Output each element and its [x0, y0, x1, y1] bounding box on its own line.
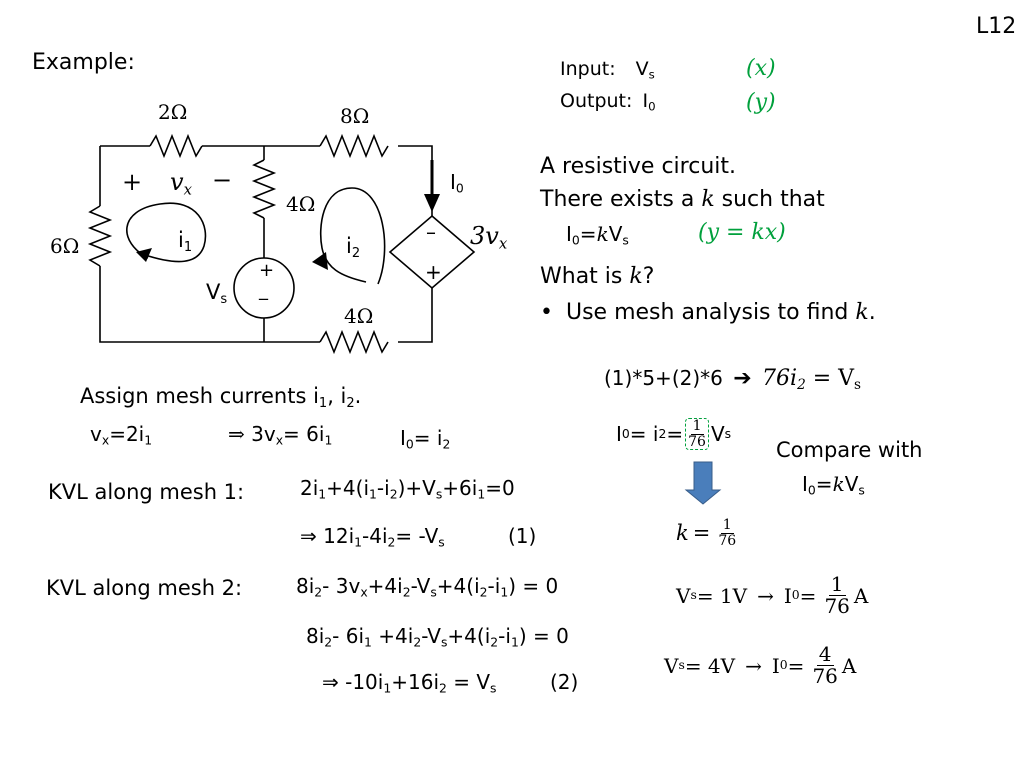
ex2-arrow: →	[745, 653, 762, 678]
ex1-den: 76	[824, 594, 850, 618]
desc-line3-math: (y = kx)	[698, 220, 786, 245]
bullet-post: .	[868, 300, 876, 325]
ex2-lhs: V	[664, 653, 679, 678]
kvl2-eq2-t12: ) = 0	[518, 624, 569, 648]
question-line	[540, 266, 654, 288]
i0-circuit-sub: 0	[455, 180, 464, 196]
i0-result-fraction	[685, 418, 709, 450]
mesh1-sub: 1	[183, 239, 193, 255]
label-4ohm-bottom: 4Ω	[344, 304, 374, 328]
kvl1-res-t2: -4i	[362, 524, 388, 548]
imp-mid: = 6i	[283, 422, 325, 446]
ex2-i: I	[771, 653, 780, 678]
kvl2-res-s3: 2	[439, 680, 447, 696]
vx-eq-v: v	[90, 422, 102, 446]
kvl2-label: KVL along mesh 2:	[46, 576, 243, 600]
compare-k: k	[832, 472, 845, 496]
compare-eq: =	[815, 472, 833, 496]
desc-line2-k: k	[701, 187, 715, 212]
kvl2-eq2-t0: 8i	[306, 624, 325, 648]
kvl2-eq2-s11: 1	[510, 634, 519, 650]
example2	[664, 644, 856, 687]
i0-result-line	[616, 418, 731, 450]
ex2-i-sub: 0	[779, 657, 788, 673]
assign-line	[80, 386, 361, 410]
desc-line3-eq: =	[579, 222, 597, 246]
kvl2-eq-t10: -i	[487, 574, 501, 598]
vx-eq-rest: =2i	[109, 422, 145, 446]
ex2-unit: A	[841, 653, 857, 678]
kvl2-eq2-t8: +4(i	[447, 624, 491, 648]
kvl2-eq-t6: -V	[410, 574, 431, 598]
compare-line2	[802, 474, 865, 497]
kvl2-eq2	[306, 626, 569, 649]
i0-circuit-label	[450, 172, 464, 195]
combo-eq: = V	[805, 366, 855, 391]
kvl1-result	[300, 526, 445, 549]
i0-eq-sub: 0	[405, 436, 414, 452]
ex1-lhs-sub: s	[690, 587, 697, 603]
ex2-lhs-sub: s	[678, 657, 685, 673]
kvl2-res-t4: = V	[446, 670, 491, 694]
combo-arrow: ➔	[733, 366, 752, 391]
i0-frac-den: 76	[688, 433, 706, 450]
mesh2-sub: 2	[351, 245, 361, 261]
label-8ohm: 8Ω	[340, 104, 370, 128]
kvl1-res-t0: ⇒ 12i	[300, 524, 355, 548]
resistor-4ohm-bottom	[320, 332, 388, 352]
ex2-fraction	[810, 644, 839, 687]
kvl2-eq2-s7: s	[440, 634, 448, 650]
implies-line	[228, 424, 332, 447]
mesh2-i: i	[346, 234, 352, 258]
kvl1-eq-t8: +6i	[442, 476, 478, 500]
desc-line2-pre: There exists a	[540, 187, 702, 212]
down-arrow	[686, 462, 720, 504]
bullet-dot: •	[540, 300, 553, 325]
imp-pre: 3v	[244, 422, 276, 446]
k-value-lhs: k	[676, 520, 689, 545]
kvl1-eq-t0: 2i	[300, 476, 319, 500]
example1	[676, 574, 868, 617]
desc-line3-isub: 0	[571, 232, 580, 248]
output-var: I	[642, 90, 649, 112]
resistor-8ohm	[320, 136, 388, 156]
dep-label	[470, 224, 507, 251]
input-label: Input:	[560, 58, 616, 80]
combo-result-sub: 2	[797, 377, 806, 394]
vx-label	[170, 170, 192, 197]
label-4ohm-mid: 4Ω	[286, 192, 316, 216]
dep-var: 3v	[470, 222, 499, 250]
kvl1-eq-t2: +4(i	[326, 476, 370, 500]
kvl2-eq-t12: ) = 0	[508, 574, 559, 598]
imp-sub1: x	[275, 432, 284, 448]
kvl2-eq-s11: 1	[500, 584, 509, 600]
kvl1-eq-t6: )+V	[397, 476, 436, 500]
dep-plus: +	[425, 260, 442, 284]
vs-var: V	[206, 280, 221, 304]
ex1-lhs: V	[676, 583, 691, 608]
kvl1-res-s5: s	[438, 534, 445, 550]
dep-sub: x	[498, 234, 508, 253]
input-var: V	[635, 58, 649, 80]
kvl1-res-s3: 2	[387, 534, 396, 550]
kvl2-eq-t0: 8i	[296, 574, 315, 598]
ex1-fraction	[822, 574, 851, 617]
i0-result-v: V	[710, 422, 725, 447]
resistor-6ohm	[90, 206, 110, 266]
k-value	[676, 518, 740, 548]
i0-result-vsub: s	[724, 425, 732, 441]
wire-bottom-right	[398, 288, 432, 342]
kvl2-eq2-t4: +4i	[371, 624, 414, 648]
kvl1-eq-t10: =0	[485, 476, 515, 500]
k-value-fraction	[716, 518, 738, 548]
output-label: Output:	[560, 90, 633, 112]
assign-sub2: 2	[346, 395, 355, 411]
kvl2-res-s5: s	[490, 680, 497, 696]
dep-minus: –	[426, 220, 436, 244]
kvl1-eq	[300, 478, 515, 501]
ex1-i: I	[783, 583, 792, 608]
resistor-2ohm	[150, 136, 202, 156]
kvl2-eq-s3: x	[360, 584, 368, 600]
kvl1-eq-s3: 1	[369, 486, 377, 502]
vs-sub: s	[220, 291, 228, 307]
desc-line3-v: V	[608, 222, 623, 246]
compare-vsub: s	[858, 482, 865, 498]
combo-result-var: 76i	[762, 366, 798, 391]
i0-eq-mid: = i	[413, 426, 443, 450]
combo-eq-sub: s	[854, 377, 862, 394]
ex1-val: = 1V	[696, 583, 748, 608]
k-frac-num: 1	[722, 517, 732, 533]
kvl2-eq2-s5: 2	[413, 634, 422, 650]
assign-pre: Assign mesh currents i	[80, 384, 319, 408]
desc-line3	[566, 224, 629, 247]
ex2-eq: =	[787, 653, 805, 678]
kvl2-res-t2: +16i	[391, 670, 439, 694]
desc-line3-i: I	[566, 222, 572, 246]
bullet-line	[540, 302, 876, 324]
desc-line3-k: k	[596, 222, 609, 246]
i0-result-sub2: 2	[658, 425, 667, 441]
i0-eq-sub2: 2	[442, 436, 451, 452]
label-6ohm: 6Ω	[50, 234, 80, 258]
implies-sym: ⇒	[228, 422, 245, 446]
mesh1-label	[178, 230, 192, 254]
kvl2-eq2-s3: 1	[364, 634, 372, 650]
kvl2-eq2-t10: -i	[498, 624, 511, 648]
question-k: k	[629, 264, 643, 289]
kvl1-eq-s1: 1	[318, 486, 327, 502]
kvl2-eq2-t6: -V	[421, 624, 441, 648]
resistor-4ohm-mid	[254, 160, 274, 218]
input-math: (x)	[746, 56, 776, 81]
wire-top-right	[398, 146, 432, 216]
vx-var: v	[170, 168, 184, 196]
compare-v: V	[844, 472, 859, 496]
k-frac-den: 76	[718, 532, 737, 549]
label-2ohm: 2Ω	[158, 100, 188, 124]
kvl2-eq-s5: 2	[402, 584, 411, 600]
kvl1-eq-t4: -i	[376, 476, 390, 500]
question-pre: What is	[540, 264, 630, 289]
vx-eq-line	[90, 424, 152, 447]
bullet-k: k	[855, 300, 869, 325]
mesh2-arrowhead	[312, 252, 328, 270]
ex2-num: 4	[818, 642, 832, 666]
vs-label	[206, 282, 227, 306]
mesh1-arrowhead	[136, 248, 152, 262]
i0-result-i: I	[616, 422, 622, 447]
ex1-unit: A	[853, 583, 869, 608]
slide-number: L12	[976, 14, 1017, 39]
ex1-eq: =	[799, 583, 817, 608]
kvl1-eq-s7: s	[435, 486, 443, 502]
output-var-sub: 0	[648, 99, 656, 114]
desc-line3-vsub: s	[622, 232, 629, 248]
kvl2-eq2-t2: - 6i	[332, 624, 365, 648]
combo-text: (1)*5+(2)*6	[604, 366, 723, 390]
combo-result	[762, 366, 862, 394]
kvl2-eq-s7: s	[430, 584, 437, 600]
assign-post: .	[354, 384, 362, 408]
ex1-arrow: →	[757, 583, 774, 608]
ex1-num: 1	[830, 572, 844, 596]
kvl1-label: KVL along mesh 1:	[48, 480, 245, 504]
kvl2-eq-t2: - 3v	[322, 574, 361, 598]
input-var-sub: s	[648, 67, 655, 82]
ex2-den: 76	[812, 664, 838, 688]
compare-i-sub: 0	[807, 482, 816, 498]
vx-plus: +	[122, 168, 143, 196]
vx-eq-sub: x	[101, 432, 110, 448]
question-post: ?	[642, 264, 655, 289]
compare-i: I	[802, 472, 808, 496]
i0-circuit-var: I	[450, 170, 456, 194]
combo-line	[604, 368, 861, 393]
kvl2-eq2-s1: 2	[324, 634, 333, 650]
imp-sub2: 1	[324, 432, 333, 448]
kvl1-eq-s9: 1	[477, 486, 486, 502]
kvl1-res-t4: = -V	[395, 524, 439, 548]
kvl2-eq2-s9: 2	[490, 634, 499, 650]
desc-line2-post: such that	[714, 187, 825, 212]
kvl1-res-s1: 1	[354, 534, 363, 550]
kvl1-tag: (1)	[508, 524, 537, 548]
kvl2-eq-s1: 2	[314, 584, 323, 600]
i0-frac-num: 1	[692, 418, 702, 434]
kvl2-eq-t8: +4(i	[436, 574, 480, 598]
kvl2-res-s1: 1	[383, 680, 392, 696]
desc-line2	[540, 189, 825, 211]
bullet-pre: Use mesh analysis to find	[565, 300, 856, 325]
mesh1-i: i	[178, 228, 184, 252]
i0-arrowhead	[424, 194, 440, 212]
i0-result-eq: =	[666, 422, 684, 447]
kvl2-eq-s9: 2	[479, 584, 488, 600]
output-math: (y)	[746, 90, 776, 115]
kvl2-result	[322, 672, 497, 695]
kvl2-eq-t4: +4i	[367, 574, 403, 598]
assign-sub1: 1	[318, 395, 328, 411]
source-minus: _	[259, 280, 268, 301]
ex2-val: = 4V	[684, 653, 736, 678]
kvl2-eq	[296, 576, 558, 599]
kvl1-eq-s5: 2	[389, 486, 398, 502]
assign-mid: , i	[327, 384, 347, 408]
compare-line1: Compare with	[776, 438, 923, 462]
vx-eq-sub2: 1	[144, 432, 153, 448]
i0-eq-line	[400, 428, 450, 451]
vx-sub: x	[183, 180, 192, 199]
i0-result-sub: 0	[621, 425, 630, 441]
i0-eq-pre: I	[400, 426, 406, 450]
kvl2-res-t0: ⇒ -10i	[322, 670, 384, 694]
i0-result-mid: = i	[629, 422, 659, 447]
vx-minus: −	[212, 166, 233, 194]
source-plus: +	[259, 260, 275, 281]
mesh2-label	[346, 236, 360, 260]
desc-line1: A resistive circuit.	[540, 154, 737, 179]
k-value-eq: =	[692, 520, 711, 545]
example-label: Example:	[32, 50, 135, 75]
kvl2-tag: (2)	[550, 670, 579, 694]
ex1-i-sub: 0	[791, 587, 800, 603]
